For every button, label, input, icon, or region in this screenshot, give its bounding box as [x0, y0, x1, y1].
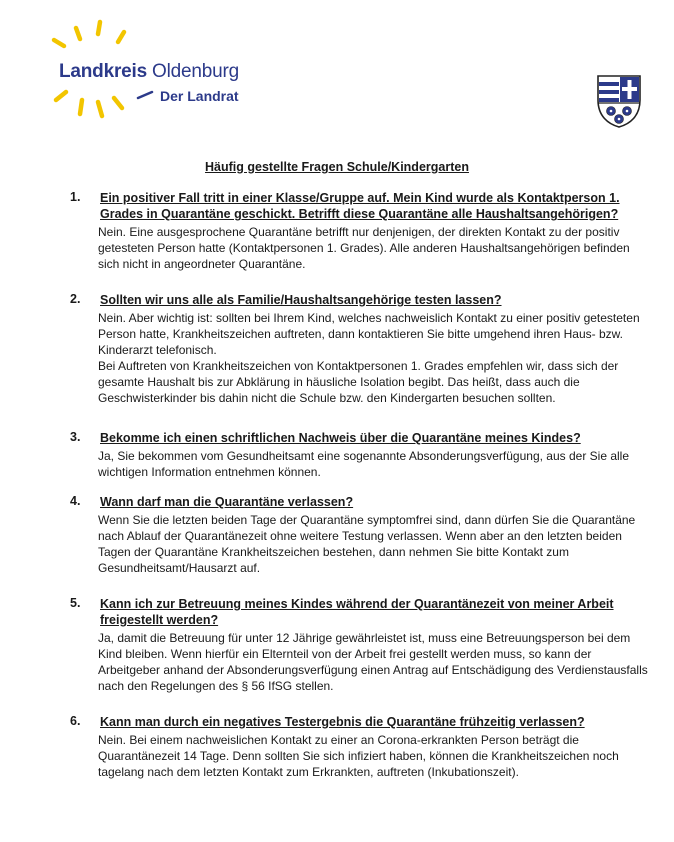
faq-answer-paragraph: Nein. Aber wichtig ist: sollten bei Ihrem Kind, welches nachweislich Kontakt zu einer positiv getesteten Person hatte, Krankheitszeichen auftreten, dann kontaktieren Sie bitte umgehend ihren Haus- bzw. Kinderarzt telefonisch. — [98, 311, 640, 357]
faq-answer-paragraph: Nein. Eine ausgesprochene Quarantäne betrifft nur denjenigen, der direkten Kontakt zu der positiv getesteten Person hatte (Kontaktpersonen 1. Grades). Alle anderen Haushaltsangehörigen befinden sich nicht in angeordneter Quarantäne. — [98, 225, 630, 271]
faq-item-3 — [70, 430, 650, 480]
faq-item-4 — [70, 494, 650, 576]
faq-answer — [98, 224, 650, 272]
faq-question: Kann man durch ein negatives Testergebnis die Quarantäne frühzeitig verlassen? — [100, 715, 585, 729]
faq-question: Ein positiver Fall tritt in einer Klasse/Gruppe auf. Mein Kind wurde als Kontaktperson 1. Grades in Quarantäne geschickt. Betrifft diese Quarantäne alle Haushaltsangehörigen? — [100, 191, 620, 221]
landkreis-logo — [40, 18, 260, 128]
coat-of-arms-icon — [596, 74, 642, 128]
faq-question: Kann ich zur Betreuung meines Kindes während der Quarantänezeit von meiner Arbeit freigestellt werden? — [100, 597, 614, 627]
faq-number: 6. — [70, 714, 81, 728]
faq-question: Bekomme ich einen schriftlichen Nachweis über die Quarantäne meines Kindes? — [100, 431, 581, 445]
faq-item-2 — [70, 292, 650, 406]
faq-question: Sollten wir uns alle als Familie/Haushaltsangehörige testen lassen? — [100, 293, 502, 307]
page-title: Häufig gestellte Fragen Schule/Kindergarten — [205, 160, 469, 174]
faq-answer-paragraph: Wenn Sie die letzten beiden Tage der Quarantäne symptomfrei sind, dann dürfen Sie die Quarantäne nach Ablauf der Quarantänezeit ohne weitere Testung verlassen. Wenn aber an den letzten beiden Tagen der Quarantäne Krankheitszeichen bestehen, dann nehmen Sie bitte Kontakt zum Gesundheitsamt/Hausarzt auf. — [98, 513, 636, 575]
faq-answer-paragraph: Ja, Sie bekommen vom Gesundheitsamt eine sogenannte Absonderungsverfügung, aus der Sie alle wichtigen Information entnehmen können. — [98, 449, 629, 479]
faq-answer — [98, 448, 650, 480]
faq-answer — [98, 512, 650, 576]
faq-number: 5. — [70, 596, 81, 610]
faq-answer-paragraph: Ja, damit die Betreuung für unter 12 Jährige gewährleistet ist, muss eine Betreuungsperson bei dem Kind bleiben. Wenn hierfür ein Elternteil von der Arbeit frei gestellt werden muss, so kann der Arbeitgeber anhand der Absonderungsverfügung einen Antrag auf Entschädigung des Verdienstausfalls nach den Regelungen des § 56 IfSG stellen. — [98, 631, 648, 693]
faq-answer — [98, 630, 650, 694]
faq-answer-paragraph: Bei Auftreten von Krankheitszeichen von Kontaktpersonen 1. Grades empfehlen wir, dass sich der gesamte Haushalt bis zur Abklärung in häusliche Isolation begibt. Das heißt, dass auch die Geschwisterkinder bis dahin nicht die Schule bzw. den Kindergarten besuchen sollten. — [98, 359, 619, 405]
faq-number: 4. — [70, 494, 81, 508]
faq-item-1 — [70, 190, 650, 272]
logo-subtitle: Der Landrat — [160, 88, 239, 104]
faq-question: Wann darf man die Quarantäne verlassen? — [100, 495, 354, 509]
faq-item-6 — [70, 714, 650, 780]
faq-number: 2. — [70, 292, 81, 306]
faq-answer — [98, 310, 650, 406]
faq-number: 3. — [70, 430, 81, 444]
faq-answer — [98, 732, 650, 780]
faq-answer-paragraph: Nein. Bei einem nachweislichen Kontakt zu einer an Corona-erkrankten Person beträgt die Quarantänezeit 14 Tage. Denn sollten Sie sich infiziert haben, können die Krankheitszeichen noch tagelang nach dem letzten Kontakt zum Erkrankten, auftreten (Inkubationszeit). — [98, 733, 619, 779]
logo-title: Landkreis Oldenburg — [59, 61, 239, 82]
faq-item-5 — [70, 596, 650, 694]
faq-number: 1. — [70, 190, 81, 204]
